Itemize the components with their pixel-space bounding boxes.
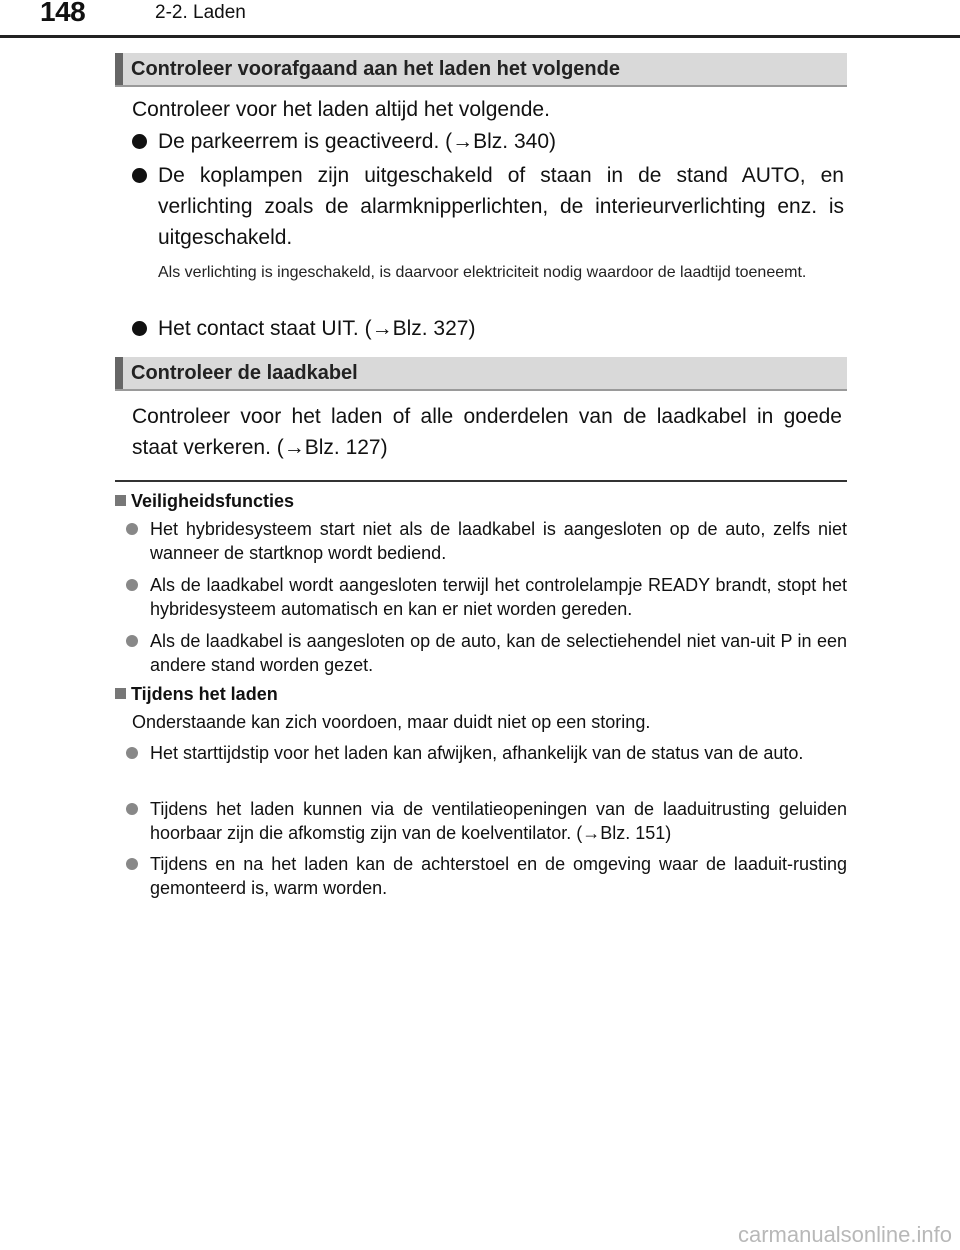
bullet-dot-icon [126,635,138,647]
bullet-dot-icon [126,858,138,870]
safety-item-2 [115,573,847,621]
section-header-title: Controleer voorafgaand aan het laden het volgende [131,58,620,80]
chapter-title: 2-2. Laden [155,2,246,23]
bullet-text: De koplampen zijn uitgeschakeld of staan in de stand AUTO, en verlichting zoals de alarmknipperlichten, de interieurverlichting enz. is uitgeschakeld. [158,164,844,249]
note-lighting: Als verlichting is ingeschakeld, is daarvoor elektriciteit nodig waardoor de laadtijd toeneemt. [158,264,807,281]
bullet-text: Het contact staat UIT. (→Blz. 327) [158,317,476,340]
safety-heading [115,489,294,513]
section-header-check-cable [115,357,847,391]
section1-intro: Controleer voor het laden altijd het volgende. [132,98,550,121]
bullet-headlights [132,160,844,253]
charging-item-text: Het starttijdstip voor het laden kan afwijken, afhankelijk van de status van de auto. [150,743,804,763]
charging-item-text: Tijdens en na het laden kan de achterstoel en de omgeving waar de laaduit-rusting gemonteerd is, warm worden. [150,854,847,898]
charging-intro: Onderstaande kan zich voordoen, maar duidt niet op een storing. [132,712,651,732]
bullet-text: De parkeerrem is geactiveerd. (→Blz. 340) [158,130,556,153]
safety-item-text: Als de laadkabel wordt aangesloten terwijl het controlelampje READY brandt, stopt het hybridesysteem automatisch en kan er niet worden gereden. [150,575,847,619]
bullet-ignition-off [132,313,844,344]
charging-heading-text: Tijdens het laden [131,684,278,704]
bullet-dot-icon [126,803,138,815]
charging-item-1 [115,741,847,765]
page-number: 148 [40,0,86,27]
square-bullet-icon [115,495,126,506]
bullet-dot-icon [132,168,147,183]
section-header-bar [115,357,123,389]
charging-heading [115,682,278,706]
bullet-parking-brake [132,126,844,157]
section-header-check-before [115,53,847,87]
charging-item-text: Tijdens het laden kunnen via de ventilatieopeningen van de laaduitrusting geluiden hoorbaar zijn die afkomstig zijn van de koelventilator. (→Blz. 151) [150,799,847,843]
divider-line [115,480,847,482]
bullet-dot-icon [126,523,138,535]
bullet-dot-icon [132,134,147,149]
safety-item-3 [115,629,847,677]
charging-item-2 [115,797,847,845]
bullet-dot-icon [132,321,147,336]
safety-item-text: Als de laadkabel is aangesloten op de auto, kan de selectiehendel niet van-uit P in een andere stand worden gezet. [150,631,847,675]
square-bullet-icon [115,688,126,699]
charging-item-3 [115,852,847,900]
safety-heading-text: Veiligheidsfuncties [131,491,295,511]
watermark: carmanualsonline.info [737,1222,952,1247]
section-header-title: Controleer de laadkabel [131,362,358,384]
safety-item-text: Het hybridesysteem start niet als de laadkabel is aangesloten op de auto, zelfs niet wanneer de startknop wordt bediend. [150,519,847,563]
section2-body: Controleer voor het laden of alle onderdelen van de laadkabel in goede staat verkeren. (→Blz. 127) [132,405,842,459]
bullet-dot-icon [126,579,138,591]
top-rule [0,35,960,38]
safety-item-1 [115,517,847,565]
section-header-bar [115,53,123,85]
bullet-dot-icon [126,747,138,759]
